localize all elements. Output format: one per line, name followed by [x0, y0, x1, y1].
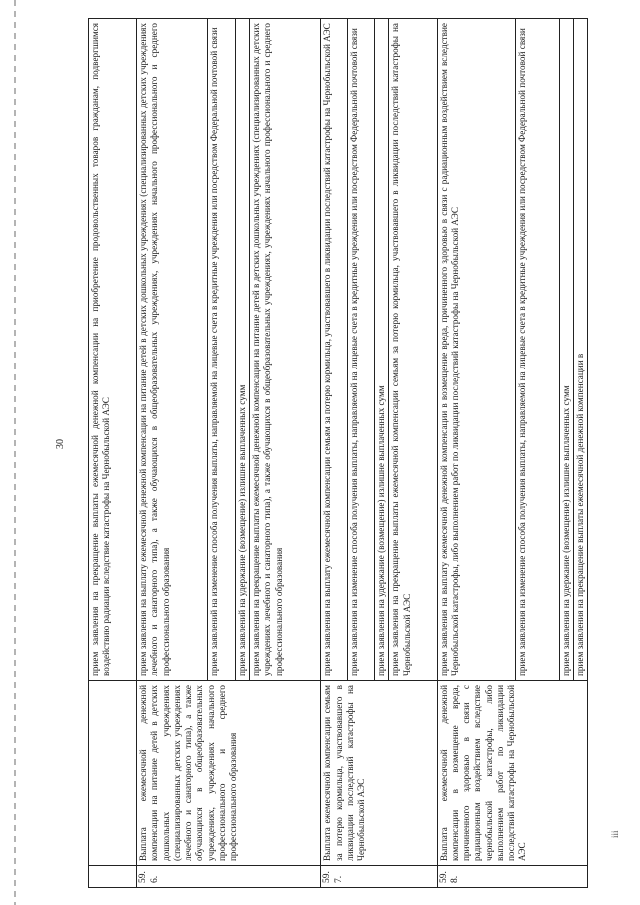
cell-operation: прием заявления на выплату ежемесячной денежной компенсации в возмещение вреда, причиненного здоровью в связи с радиационным воздействием вследствие Чернобыльской катастрофы, либо выполнением работ по ликвидации последствий катастрофы на Чернобыльской АЭС	[437, 19, 515, 681]
cell-operation: прием заявления на выплату ежемесячной компенсации семьям за потерю кормильца, участвовавшего в ликвидации последствий катастрофы на Чернобыльской АЭС	[321, 19, 348, 681]
cell-name	[89, 681, 137, 866]
service-name: Выплата ежемесячной денежной компенсации в возмещение вреда, причиненного здоровью в связи с радиационным воздействием вследствие чернобыльской катастрофы, либо выполнением работ по ликвидации последствий катастрофы на Чернобыльской АЭС	[437, 681, 587, 866]
cell-operation: прием заявления на изменение способа получения выплаты, направляемой на лицевые счета в кредитные учреждения или посредством Федеральной почтовой связи	[515, 19, 559, 681]
rotated-page-content	[88, 18, 588, 888]
table-row-59-6	[137, 19, 208, 888]
cell-operation: прием заявления на удержание (возмещение) излишне выплаченных сумм	[559, 19, 573, 681]
page-number: 30	[55, 439, 66, 449]
row-number: 59.8.	[437, 866, 587, 888]
scan-edge	[14, 0, 16, 905]
row-number: 59.6.	[137, 866, 321, 888]
services-table	[88, 18, 588, 888]
cell-operation: прием заявления на выплату ежемесячной денежной компенсации на питание детей в детских дошкольных учреждениях (специализированных детских учреждениях лечебного и санаторного типа), а также обучающихся в общеобразовательных учреждениях, учреждениях начального профессионального и среднего профессионального образования	[137, 19, 208, 681]
service-name: Выплата ежемесячной компенсации семьям за потерю кормильца, участвовавшего в ликвидации последствий катастрофы на Чернобыльской АЭС	[321, 681, 437, 866]
footer-mark: iii	[610, 830, 620, 838]
cell-operation: прием заявления на прекращение выплаты ежемесячной денежной компенсации на приобретение продовольственных товаров гражданам, подвергшимся воздействию радиации вследствие катастрофы на Чернобыльской АЭС	[89, 19, 137, 681]
cell-operation: прием заявления на прекращение выплаты ежемесячной компенсации семьям за потерю кормильца, участвовавшего в ликвидации последствий катастрофы на Чернобыльской АЭС	[389, 19, 437, 681]
cell-operation: прием заявления на изменение способа получения выплаты, направляемой на лицевые счета в кредитные учреждения или посредством Федеральной почтовой связи	[348, 19, 375, 681]
table-row-continuation	[89, 19, 137, 888]
cell-number	[89, 866, 137, 888]
cell-operation: прием заявления на удержание (возмещение) излишне выплаченных сумм	[375, 19, 389, 681]
cell-operation: прием заявлений на удержание (возмещение) излишне выплаченных сумм	[235, 19, 249, 681]
cell-operation: прием заявления на прекращение выплаты ежемесячной денежной компенсации на питание детей в детских дошкольных учреждениях (специализированных детских учреждениях лечебного и санаторного типа), а также обучающихся в общеобразовательных учреждениях, учреждениях начального профессионального и среднего профессионального образования	[250, 19, 321, 681]
cell-operation: прием заявлений на изменение способа получения выплаты, направляемой на лицевые счета в кредитные учреждения или посредством Федеральной почтовой связи	[208, 19, 236, 681]
table-row-59-8	[437, 19, 515, 888]
table-row-59-7	[321, 19, 348, 888]
cell-operation: прием заявления на прекращение выплаты ежемесячной денежной компенсации в	[573, 19, 587, 681]
row-number: 59.7.	[321, 866, 437, 888]
service-name: Выплата ежемесячной денежной компенсации на питание детей в детских дошкольных учреждениях (специализированных детских учреждениях лечебного и санаторного типа), а также обучающихся в общеобразовательных учреждениях, учреждениях начального профессионального и среднего профессионального образования	[137, 681, 321, 866]
